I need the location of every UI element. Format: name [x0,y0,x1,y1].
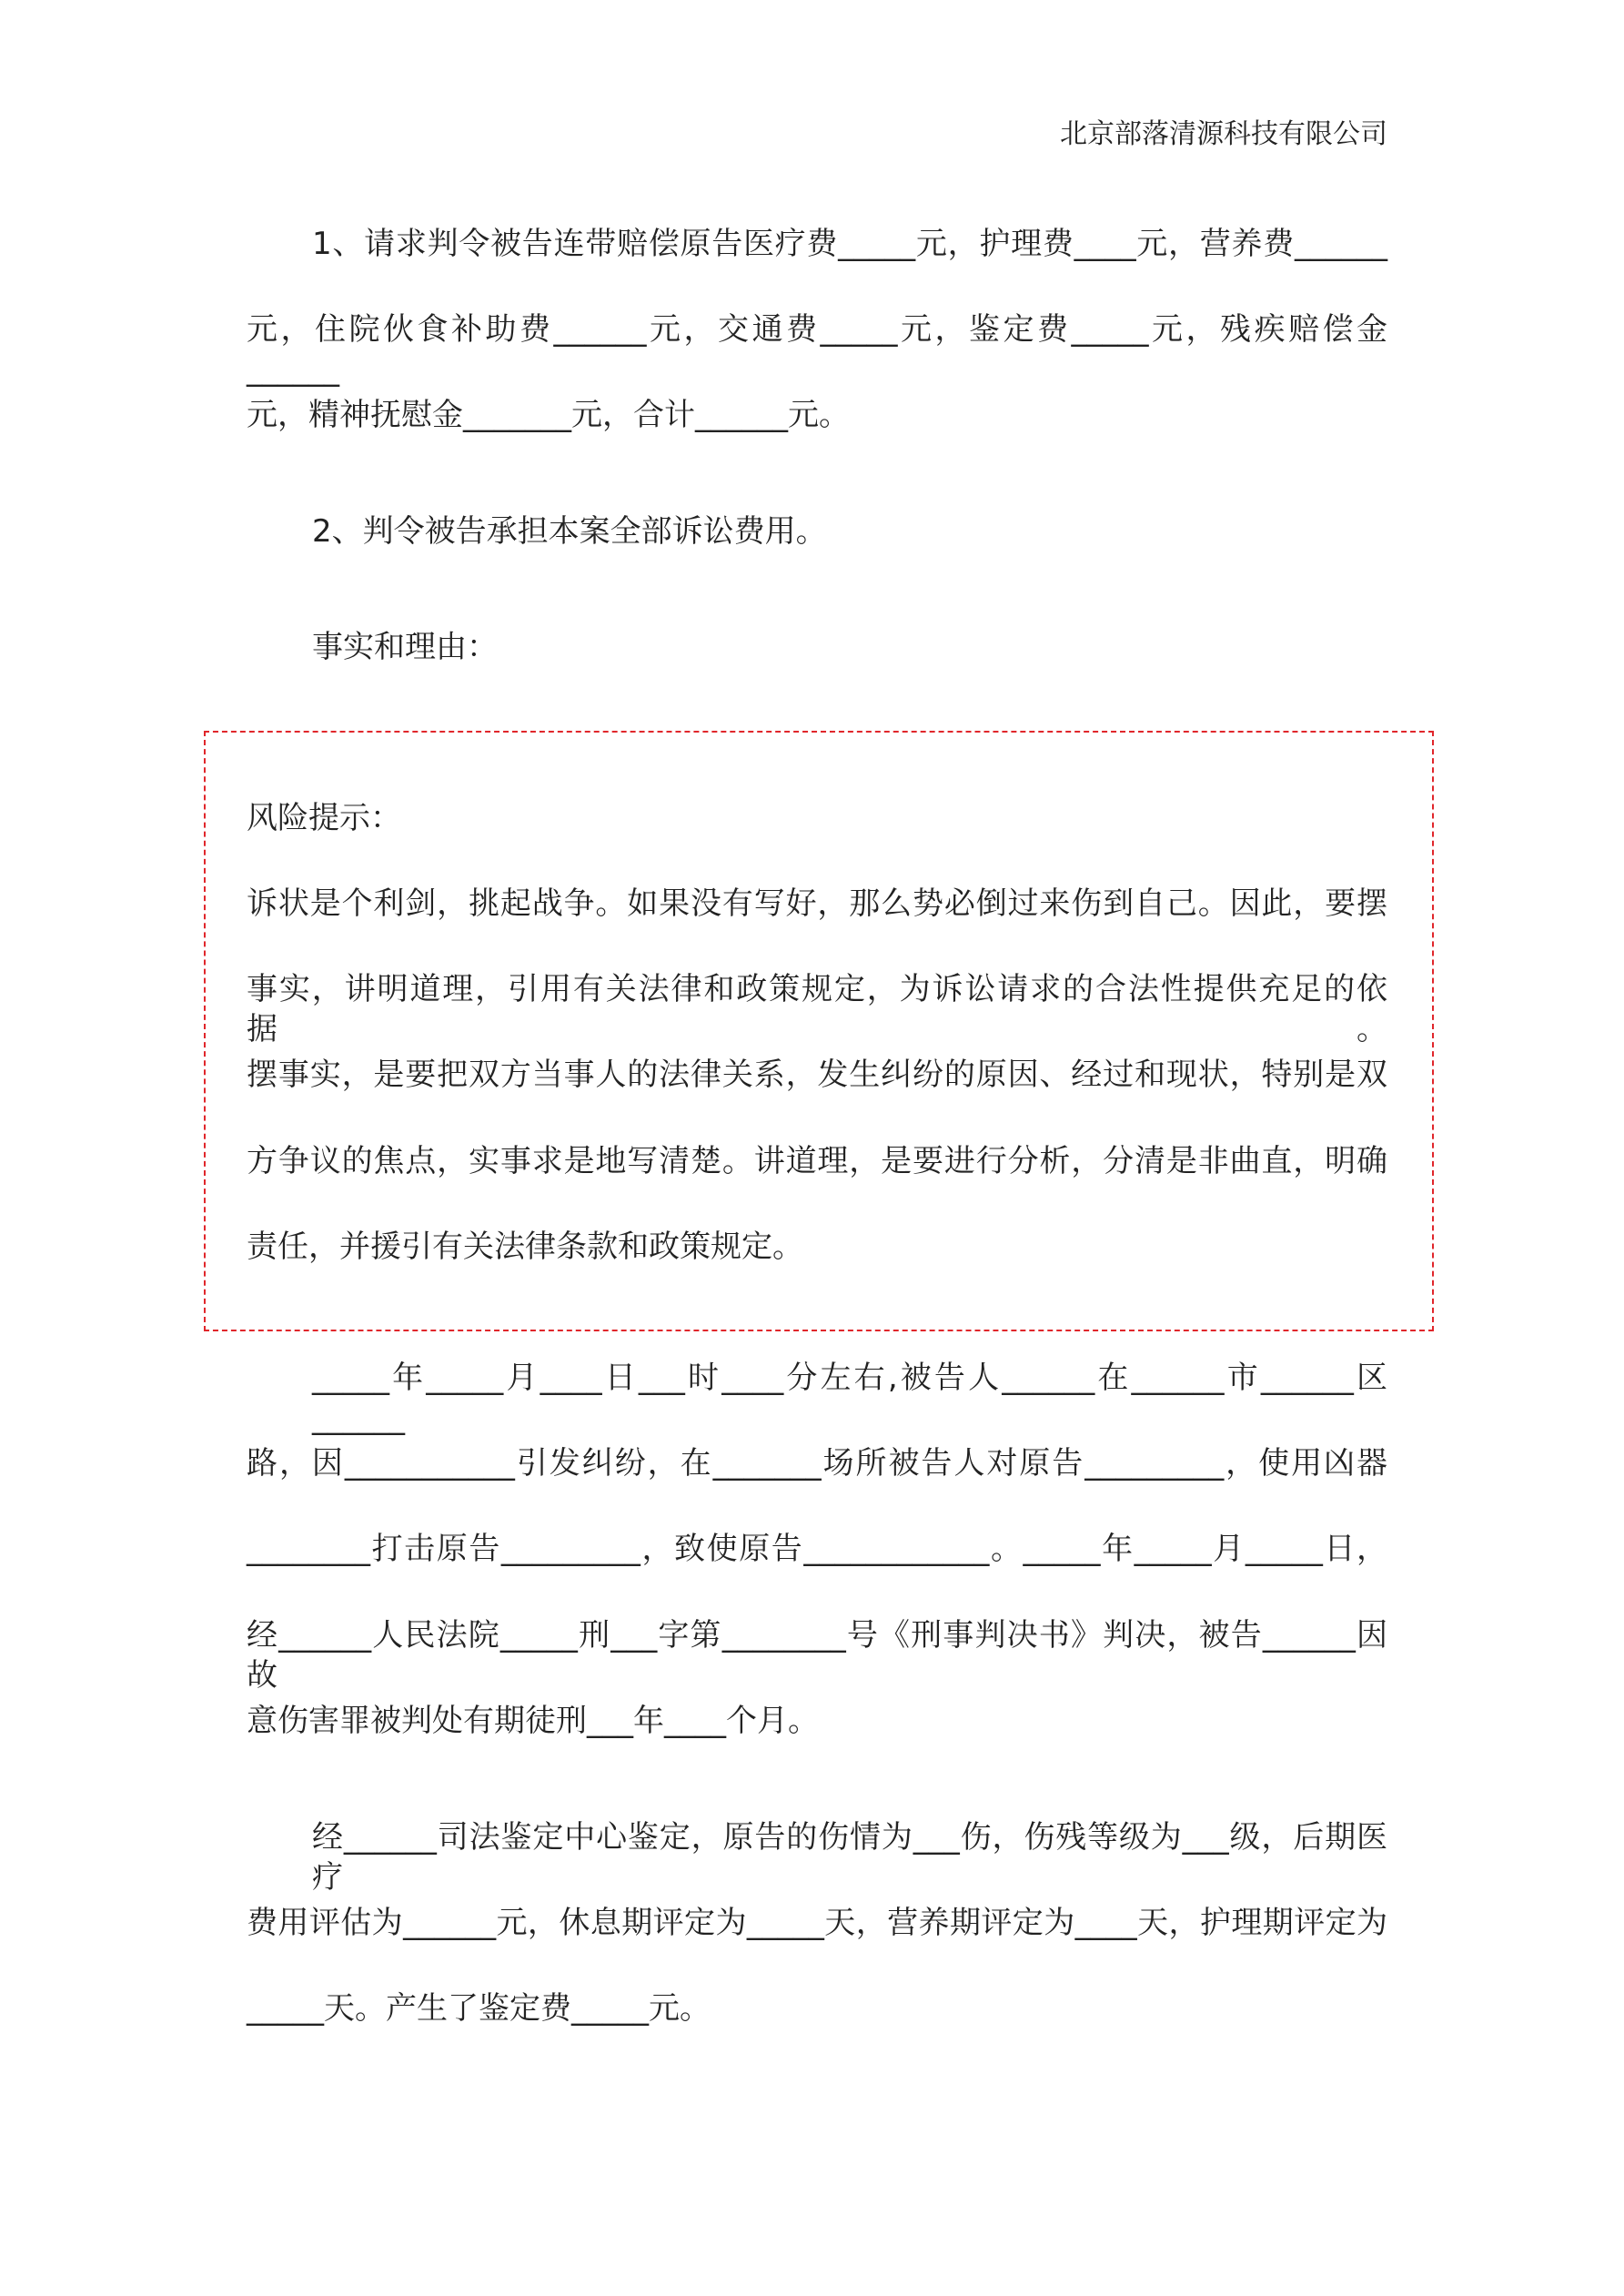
company-header: 北京部落清源科技有限公司 [1060,118,1387,150]
appraisal-line: _____天。产生了鉴定费_____元。 [247,1990,711,2027]
claim-item-2: 2、判令被告承担本案全部诉讼费用。 [312,513,827,550]
claim-line: 1、请求判令被告连带赔偿原告医疗费_____元，护理费____元，营养费______ [312,226,1387,262]
claim-line: 元，住院伙食补助费______元，交通费_____元，鉴定费_____元，残疾赔偿金______ [247,311,1387,388]
risk-line: 摆事实，是要把双方当事人的法律关系，发生纠纷的原因、经过和现状，特别是双 [247,1057,1387,1093]
facts-line: ________打击原告_________，致使原告____________。_____年_____月_____日， [247,1531,1387,1567]
appraisal-line: 费用评估为______元，休息期评定为_____天，营养期评定为____天，护理期评定为 [247,1905,1387,1941]
risk-line: 责任，并援引有关法律条款和政策规定。 [247,1229,803,1265]
appraisal-line: 经______司法鉴定中心鉴定，原告的伤情为___伤，伤残等级为___级，后期医疗 [312,1819,1387,1896]
risk-line: 事实，讲明道理，引用有关法律和政策规定，为诉讼请求的合法性提供充足的依据。 [247,971,1387,1047]
facts-heading: 事实和理由： [312,629,498,665]
facts-line: 路，因___________引发纠纷，在_______场所被告人对原告_________，使用凶器 [247,1445,1387,1482]
facts-line: 意伤害罪被判处有期徒刑___年____个月。 [247,1703,819,1739]
claim-line: 元，精神抚慰金_______元，合计______元。 [247,397,850,433]
facts-line: _____年_____月____日___时____分左右,被告人______在______市______区______ [312,1360,1387,1436]
facts-line: 经______人民法院_____刑___字第________号《刑事判决书》判决，被告______因故 [247,1617,1387,1694]
risk-line: 方争议的焦点，实事求是地写清楚。讲道理，是要进行分析，分清是非曲直，明确 [247,1143,1387,1179]
risk-line: 诉状是个利剑，挑起战争。如果没有写好，那么势必倒过来伤到自己。因此，要摆 [247,885,1387,922]
risk-title: 风险提示： [247,800,401,836]
